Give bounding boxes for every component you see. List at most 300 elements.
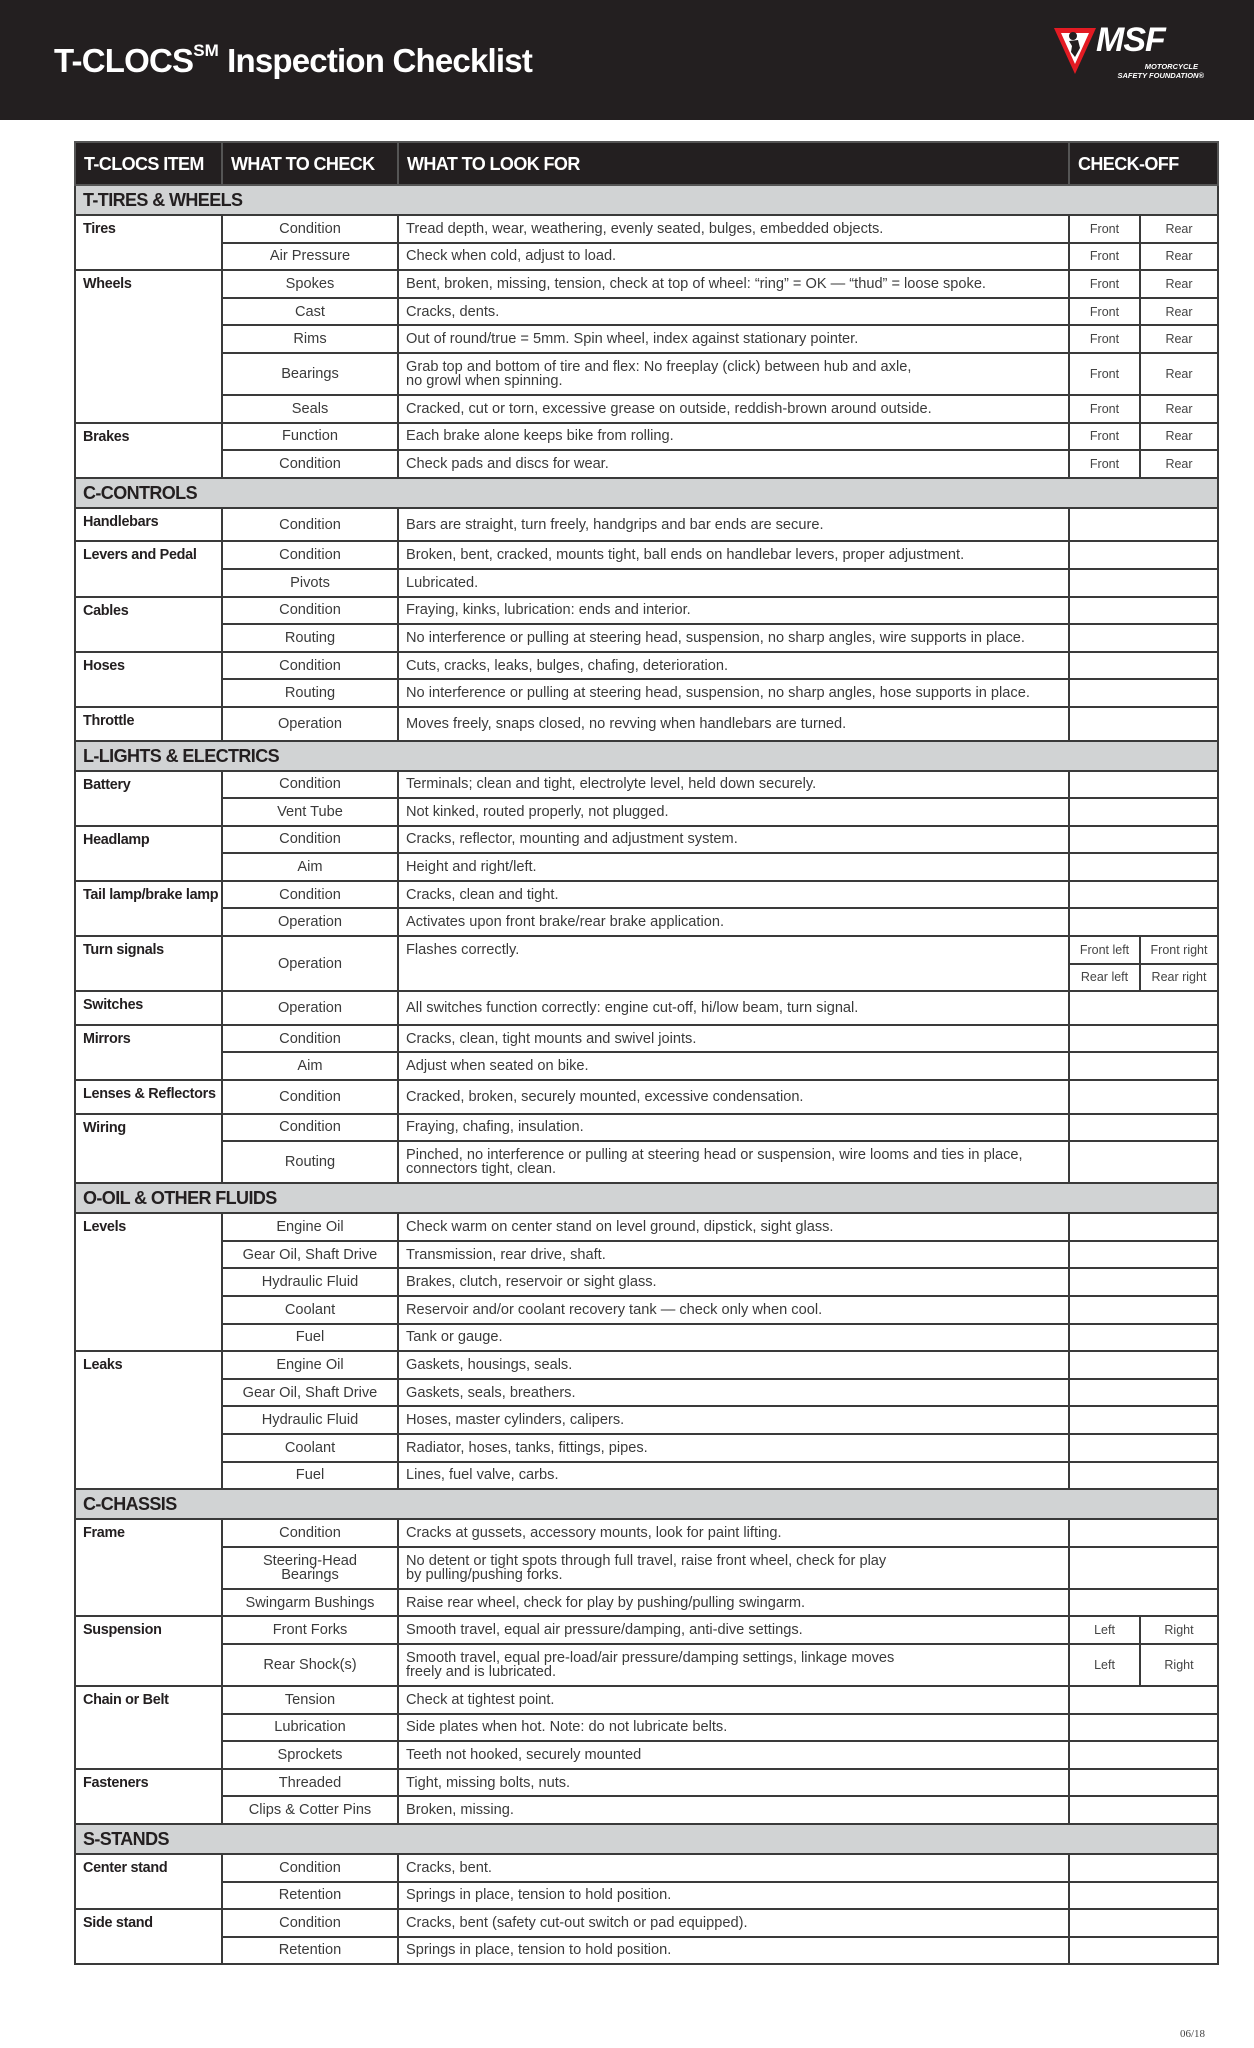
table-row [75,1052,1218,1080]
look-line-1: Gaskets, seals, breathers. [406,1384,576,1401]
look-line-2: connectors tight, clean. [406,1161,557,1178]
table-row [75,1616,1218,1644]
look-line-1: Check at tightest point. [406,1691,555,1708]
date-code: 06/18 [1180,2028,1206,2040]
checkoff-box[interactable] [1069,1351,1218,1379]
checkoff-box[interactable] [1069,1937,1218,1965]
checkoff-box[interactable]: Rear [1140,325,1218,353]
checkoff-box[interactable] [1069,826,1218,854]
checkoff-box[interactable]: Left [1069,1644,1140,1686]
checkoff-box[interactable] [1069,1882,1218,1910]
table-row [75,1434,1218,1462]
item-name: Brakes [75,423,222,478]
table-row [75,679,1218,707]
look-line-1: Cracks, reflector, mounting and adjustment system. [406,831,738,848]
what-to-look-for [398,1213,1069,1241]
what-to-check: Front Forks [222,1616,398,1644]
table-row [75,1406,1218,1434]
what-to-check: Hydraulic Fluid [222,1406,398,1434]
look-line-1: Fraying, kinks, lubrication: ends and interior. [406,602,691,619]
what-to-check: Condition [222,826,398,854]
look-line-1: Cracks, bent (safety cut-out switch or pad equipped). [406,1914,748,1931]
what-to-check: Clips & Cotter Pins [222,1796,398,1824]
what-to-look-for [398,423,1069,451]
checkoff-box[interactable] [1069,1909,1218,1937]
table-row [75,1519,1218,1547]
checkoff-box[interactable]: Rear [1140,423,1218,451]
checkoff-box[interactable] [1069,707,1218,741]
checkoff-box[interactable] [1069,1114,1218,1142]
look-line-1: Gaskets, housings, seals. [406,1356,573,1373]
checkoff-box[interactable] [1069,1324,1218,1352]
header-bar [0,0,1254,120]
what-to-check: Operation [222,908,398,936]
what-to-look-for [398,881,1069,909]
what-to-check: Vent Tube [222,798,398,826]
item-name: Turn signals [75,936,222,991]
item-name: Headlamp [75,826,222,881]
checkoff-box[interactable]: Front right [1140,936,1218,964]
what-to-check: Routing [222,679,398,707]
what-to-look-for [398,541,1069,569]
look-line-1: Tight, missing bolts, nuts. [406,1774,571,1791]
what-to-look-for [398,1519,1069,1547]
checkoff-box[interactable] [1069,541,1218,569]
what-to-check: Rear Shock(s) [222,1644,398,1686]
item-name: Center stand [75,1854,222,1909]
checkoff-box[interactable]: Front [1069,325,1140,353]
what-to-check: Condition [222,1519,398,1547]
look-line-1: Transmission, rear drive, shaft. [406,1246,606,1263]
what-to-look-for [398,853,1069,881]
what-to-look-for [398,270,1069,298]
look-line-1: Cracks, bent. [406,1859,492,1876]
what-to-look-for [398,1434,1069,1462]
checkoff-box[interactable] [1069,1462,1218,1490]
table-row [75,1714,1218,1742]
look-line-1: Reservoir and/or coolant recovery tank — check only when cool. [406,1301,823,1318]
table-row [75,798,1218,826]
checkoff-box[interactable] [1069,1741,1218,1769]
item-name: Wheels [75,270,222,422]
checkoff-box[interactable] [1069,508,1218,542]
checkoff-box[interactable] [1069,1406,1218,1434]
table-row [75,707,1218,741]
look-line-1: Cracked, cut or torn, excessive grease on outside, reddish-brown around outside. [406,400,932,417]
what-to-look-for [398,298,1069,326]
checkoff-box[interactable] [1069,1796,1218,1824]
what-to-check: Spokes [222,270,398,298]
item-name: Lenses & Reflectors [75,1080,222,1114]
table-row [75,541,1218,569]
what-to-look-for [398,1741,1069,1769]
page-title [54,42,532,80]
table-row [75,1769,1218,1797]
table-row [75,624,1218,652]
look-line-1: Side plates when hot. Note: do not lubricate belts. [406,1719,728,1736]
look-line-1: No interference or pulling at steering head, suspension, no sharp angles, wire supports in place. [406,629,1025,646]
checkoff-box[interactable]: Front [1069,395,1140,423]
checkoff-box[interactable]: Rear [1140,450,1218,478]
item-name: Cables [75,597,222,652]
checkoff-box[interactable]: Rear [1140,353,1218,395]
checkoff-box[interactable] [1069,652,1218,680]
what-to-check: Condition [222,541,398,569]
table-row [75,298,1218,326]
what-to-check: Retention [222,1882,398,1910]
what-to-check [222,1547,398,1589]
checkoff-box[interactable] [1069,1080,1218,1114]
checkoff-box[interactable] [1069,1854,1218,1882]
what-to-look-for [398,1796,1069,1824]
what-to-look-for [398,1080,1069,1114]
table-row [75,1114,1218,1142]
look-line-1: Springs in place, tension to hold position. [406,1887,672,1904]
what-to-look-for [398,1296,1069,1324]
checkoff-box[interactable]: Rear right [1140,964,1218,992]
checkoff-box[interactable]: Front [1069,450,1140,478]
table-row [75,1025,1218,1053]
checkoff-box[interactable]: Rear [1140,270,1218,298]
section-row [75,1824,1218,1854]
what-to-look-for [398,1351,1069,1379]
checkoff-box[interactable]: Right [1140,1616,1218,1644]
checkoff-box[interactable]: Rear [1140,395,1218,423]
look-line-1: Check warm on center stand on level ground, dipstick, sight glass. [406,1219,834,1236]
look-line-1: Out of round/true = 5mm. Spin wheel, index against stationary pointer. [406,331,859,348]
look-line-1: Radiator, hoses, tanks, fittings, pipes. [406,1439,648,1456]
item-name: Suspension [75,1616,222,1686]
table-row [75,853,1218,881]
table-row [75,771,1218,799]
look-line-1: Brakes, clutch, reservoir or sight glass. [406,1274,657,1291]
section-title: C-CONTROLS [75,478,1218,508]
look-line-1: Cuts, cracks, leaks, bulges, chafing, deterioration. [406,657,729,674]
what-to-check: Condition [222,1114,398,1142]
section-title: L-LIGHTS & ELECTRICS [75,741,1218,771]
service-mark: SM [193,41,219,60]
msf-logo [1052,22,1202,80]
look-line-1: Cracks, dents. [406,303,500,320]
checkoff-box[interactable] [1069,1052,1218,1080]
item-name: Throttle [75,707,222,741]
section-row [75,1183,1218,1213]
checkoff-box[interactable] [1069,1141,1218,1183]
what-to-look-for [398,215,1069,243]
table-row [75,243,1218,271]
what-to-check: Routing [222,1141,398,1183]
checkoff-box[interactable] [1069,1547,1218,1589]
look-line-1: Lines, fuel valve, carbs. [406,1467,559,1484]
checkoff-box[interactable]: Left [1069,1616,1140,1644]
look-line-1: Teeth not hooked, securely mounted [406,1746,642,1763]
what-to-look-for [398,1406,1069,1434]
what-to-check: Cast [222,298,398,326]
table-row [75,569,1218,597]
look-line-1: Lubricated. [406,574,479,591]
what-to-check: Fuel [222,1462,398,1490]
what-to-check: Retention [222,1937,398,1965]
table-row [75,991,1218,1025]
what-to-check: Condition [222,450,398,478]
table-row [75,1854,1218,1882]
table-row [75,423,1218,451]
look-line-1: Smooth travel, equal pre-load/air pressure/damping settings, linkage moves [406,1649,895,1666]
table-row [75,1741,1218,1769]
checkoff-box[interactable] [1069,1589,1218,1617]
table-row [75,1937,1218,1965]
section-title: C-CHASSIS [75,1489,1218,1519]
what-to-check: Swingarm Bushings [222,1589,398,1617]
checkoff-box[interactable] [1069,853,1218,881]
checkoff-box[interactable]: Front [1069,243,1140,271]
table-row [75,1141,1218,1183]
checkoff-box[interactable]: Rear [1140,215,1218,243]
checkoff-box[interactable]: Front [1069,298,1140,326]
what-to-check: Pivots [222,569,398,597]
what-to-look-for [398,597,1069,625]
checkoff-box[interactable] [1069,1714,1218,1742]
checkoff-box[interactable] [1069,569,1218,597]
what-to-check: Routing [222,624,398,652]
table-row [75,353,1218,395]
what-to-check: Condition [222,652,398,680]
item-name: Levers and Pedal [75,541,222,596]
table-row [75,1462,1218,1490]
look-line-1: Check pads and discs for wear. [406,455,609,472]
what-to-look-for [398,1114,1069,1142]
checkoff-box[interactable] [1069,1268,1218,1296]
what-to-check: Function [222,423,398,451]
item-name: Battery [75,771,222,826]
what-to-check: Condition [222,1080,398,1114]
table-row [75,508,1218,542]
what-to-check: Condition [222,771,398,799]
item-name: Handlebars [75,508,222,542]
item-name: Tires [75,215,222,270]
section-row [75,478,1218,508]
checkoff-box[interactable] [1069,1519,1218,1547]
checkoff-box[interactable]: Rear [1140,243,1218,271]
what-to-check: Rims [222,325,398,353]
look-line-1: Check when cold, adjust to load. [406,248,617,265]
what-to-look-for [398,1882,1069,1910]
table-body [75,185,1218,1964]
what-to-look-for [398,1616,1069,1644]
table-row [75,1379,1218,1407]
checkoff-box[interactable]: Rear [1140,298,1218,326]
look-line-1: No detent or tight spots through full travel, raise front wheel, check for play [406,1552,887,1569]
item-name: Chain or Belt [75,1686,222,1769]
table-row [75,450,1218,478]
table-row [75,1241,1218,1269]
look-line-1: Adjust when seated on bike. [406,1058,589,1075]
look-line-1: Bars are straight, turn freely, handgrips and bar ends are secure. [406,516,824,533]
item-name: Switches [75,991,222,1025]
checkoff-box[interactable] [1069,1241,1218,1269]
item-name: Leaks [75,1351,222,1489]
section-title: S-STANDS [75,1824,1218,1854]
what-to-look-for [398,1686,1069,1714]
table-row [75,325,1218,353]
table-row [75,1589,1218,1617]
checkoff-box[interactable] [1069,908,1218,936]
table-row [75,1644,1218,1686]
what-to-check: Hydraulic Fluid [222,1268,398,1296]
what-to-check: Operation [222,936,398,991]
checkoff-box[interactable] [1069,624,1218,652]
look-line-2: freely and is lubricated. [406,1663,557,1680]
checkoff-box[interactable]: Rear left [1069,964,1140,992]
what-to-check: Threaded [222,1769,398,1797]
look-line-1: Grab top and bottom of tire and flex: No freeplay (click) between hub and axle, [406,358,912,375]
look-line-1: Moves freely, snaps closed, no revving when handlebars are turned. [406,715,847,732]
what-to-check: Tension [222,1686,398,1714]
checkoff-box[interactable]: Front [1069,270,1140,298]
title-main: T-CLOCS [54,42,194,79]
look-line-1: Fraying, chafing, insulation. [406,1119,584,1136]
table-row [75,652,1218,680]
what-to-check: Operation [222,991,398,1025]
section-row [75,185,1218,215]
logo-line-2: SAFETY FOUNDATION® [1117,71,1204,80]
table-header-row [75,142,1218,185]
look-line-1: Activates upon front brake/rear brake application. [406,914,724,931]
what-to-check: Coolant [222,1434,398,1462]
checkoff-box[interactable]: Front [1069,215,1140,243]
what-to-look-for [398,1714,1069,1742]
item-name: Side stand [75,1909,222,1964]
what-to-look-for [398,569,1069,597]
look-line-1: All switches function correctly: engine cut-off, hi/low beam, turn signal. [406,1000,859,1017]
item-name: Fasteners [75,1769,222,1824]
what-to-check: Condition [222,1025,398,1053]
what-to-look-for [398,1324,1069,1352]
what-to-check: Lubrication [222,1714,398,1742]
what-to-look-for [398,1141,1069,1183]
table-row [75,1882,1218,1910]
what-to-look-for [398,707,1069,741]
checkoff-box[interactable] [1069,1025,1218,1053]
table-row [75,826,1218,854]
what-to-check: Engine Oil [222,1351,398,1379]
table-row [75,908,1218,936]
checkoff-box[interactable] [1069,1213,1218,1241]
what-to-check: Operation [222,707,398,741]
table-row [75,1080,1218,1114]
checkoff-box[interactable]: Front [1069,423,1140,451]
what-to-check: Condition [222,215,398,243]
what-to-look-for [398,1025,1069,1053]
what-to-look-for [398,1769,1069,1797]
look-line-1: Cracks at gussets, accessory mounts, look for paint lifting. [406,1524,782,1541]
what-to-look-for [398,1909,1069,1937]
what-to-look-for [398,243,1069,271]
what-to-look-for [398,508,1069,542]
checkoff-box[interactable] [1069,1296,1218,1324]
what-to-look-for [398,1268,1069,1296]
look-line-1: Broken, missing. [406,1802,514,1819]
table-row [75,270,1218,298]
checkoff-box[interactable] [1069,597,1218,625]
look-line-1: Each brake alone keeps bike from rolling. [406,428,674,445]
item-name: Hoses [75,652,222,707]
what-to-check: Bearings [222,353,398,395]
what-to-look-for [398,991,1069,1025]
what-to-look-for [398,1052,1069,1080]
what-to-check: Fuel [222,1324,398,1352]
logo-wordmark: MSF [1096,21,1165,59]
what-to-check: Aim [222,1052,398,1080]
what-to-check: Condition [222,597,398,625]
checkoff-box[interactable]: Front left [1069,936,1140,964]
look-line-1: Cracks, clean, tight mounts and swivel joints. [406,1030,697,1047]
look-line-1: Cracked, broken, securely mounted, excessive condensation. [406,1088,804,1105]
checkoff-box[interactable]: Front [1069,353,1140,395]
what-to-look-for [398,450,1069,478]
what-to-look-for [398,325,1069,353]
checkoff-box[interactable] [1069,881,1218,909]
column-header-checkoff: CHECK-OFF [1069,142,1218,185]
item-name: Frame [75,1519,222,1616]
check-line-1: Steering-Head [262,1552,358,1569]
table-row [75,1296,1218,1324]
checkoff-box[interactable] [1069,798,1218,826]
what-to-look-for [398,798,1069,826]
column-header-item: T-CLOCS ITEM [75,142,222,185]
look-line-1: Not kinked, routed properly, not plugged. [406,803,669,820]
what-to-look-for [398,1589,1069,1617]
item-name: Wiring [75,1114,222,1184]
look-line-2: by pulling/pushing forks. [406,1566,563,1583]
checkoff-box[interactable]: Right [1140,1644,1218,1686]
look-line-1: Tread depth, wear, weathering, evenly seated, bulges, embedded objects. [406,220,884,237]
checkoff-box[interactable] [1069,771,1218,799]
check-line-2: Bearings [281,1566,339,1583]
what-to-check: Air Pressure [222,243,398,271]
what-to-look-for [398,679,1069,707]
what-to-look-for [398,1854,1069,1882]
checkoff-box[interactable] [1069,1686,1218,1714]
checkoff-box[interactable] [1069,679,1218,707]
checkoff-box[interactable] [1069,991,1218,1025]
checkoff-box[interactable] [1069,1769,1218,1797]
what-to-check: Condition [222,508,398,542]
checkoff-box[interactable] [1069,1379,1218,1407]
what-to-look-for [398,353,1069,395]
what-to-look-for [398,1379,1069,1407]
section-title: O-OIL & OTHER FLUIDS [75,1183,1218,1213]
what-to-look-for [398,1644,1069,1686]
column-header-check: WHAT TO CHECK [222,142,398,185]
look-line-1: Cracks, clean and tight. [406,886,559,903]
table-row [75,1324,1218,1352]
look-line-1: Hoses, master cylinders, calipers. [406,1412,625,1429]
section-row [75,1489,1218,1519]
look-line-1: Tank or gauge. [406,1329,503,1346]
table-row [75,1909,1218,1937]
what-to-check: Condition [222,881,398,909]
what-to-look-for [398,826,1069,854]
checkoff-box[interactable] [1069,1434,1218,1462]
item-name: Tail lamp/brake lamp [75,881,222,936]
table-row [75,1547,1218,1589]
what-to-check: Condition [222,1854,398,1882]
column-header-look: WHAT TO LOOK FOR [398,142,1069,185]
what-to-check: Gear Oil, Shaft Drive [222,1379,398,1407]
look-line-1: Broken, bent, cracked, mounts tight, ball ends on handlebar levers, proper adjustment. [406,547,965,564]
table-row [75,1213,1218,1241]
